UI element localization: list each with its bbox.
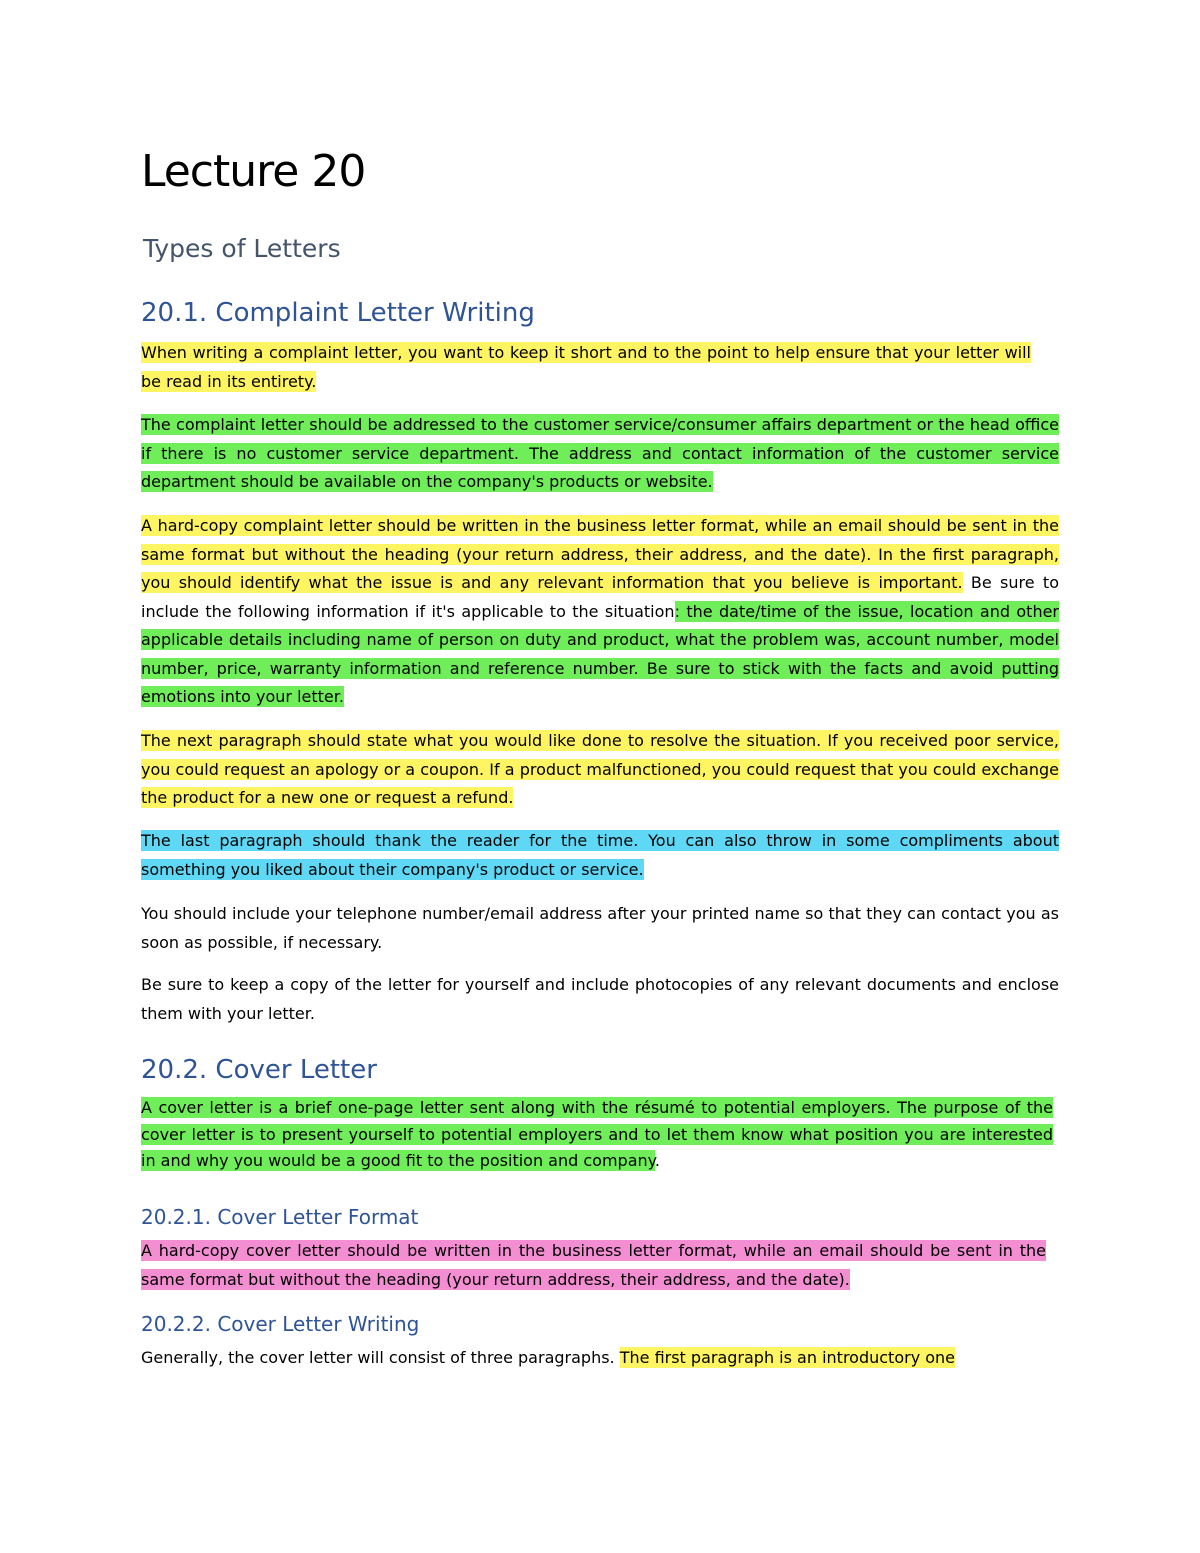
highlight-pink: A hard-copy cover letter should be written in the business letter format, while an email should be sent in the same format but without the heading (your return address, their address, and the date). [141,1241,1046,1289]
paragraph-cover-letter-intro [141,1095,1053,1175]
paragraph-complaint-intro [141,339,1031,396]
document-subtitle: Types of Letters [143,234,341,263]
paragraph-complaint-format [141,512,1059,712]
document-title: Lecture 20 [141,146,366,197]
highlight-yellow: When writing a complaint letter, you want to keep it short and to the point to help ensure that your letter will be read in its entirety. [141,343,1031,391]
highlight-green: : the date/time of the issue, location and other applicable details including name of person on duty and product, what the problem was, account number, model number, price, warranty information and reference number. Be sure to stick with the facts and avoid putting emotions into your letter. [141,601,1060,706]
highlight-yellow: The next paragraph should state what you would like done to resolve the situation. If you received poor service, you could request an apology or a coupon. If a product malfunctioned, you could request that you could exchange the product for a new one or request a refund. [141,731,1059,807]
highlight-yellow: A hard-copy complaint letter should be written in the business letter format, while an email should be sent in the same format but without the heading (your return address, their address, and the date). In the first paragraph, you should identify what the issue is and any relevant information that you believe is important. [141,516,1059,592]
paragraph-cover-letter-format [141,1237,1046,1294]
highlight-green: The complaint letter should be addressed to the customer service/consumer affairs department or the head office if there is no customer service department. The address and contact information of the customer service department should be available on the company's products or website. [141,415,1059,491]
paragraph-text: Generally, the cover letter will consist of three paragraphs. [141,1348,620,1367]
paragraph-text: Be sure to include the following information if it's applicable to the situation [141,573,1059,621]
subsection-heading-cover-letter-format: 20.2.1. Cover Letter Format [141,1205,419,1229]
paragraph-complaint-contact: You should include your telephone number/email address after your printed name so that they can contact you as soon as possible, if necessary. [141,904,1059,952]
paragraph-complaint-resolution [141,727,1059,813]
highlight-green: A cover letter is a brief one-page letter sent along with the résumé to potential employers. The purpose of the cover letter is to present yourself to potential employers and to let them know what position you are interested in and why you would be a good fit to the position and company [141,1098,1053,1170]
subsection-heading-cover-letter-writing: 20.2.2. Cover Letter Writing [141,1312,420,1336]
paragraph-cover-letter-writing [141,1344,1059,1373]
paragraph-text: . [654,1151,660,1170]
paragraph-complaint-addressee [141,411,1059,497]
highlight-yellow: The first paragraph is an introductory one [619,1348,956,1367]
section-heading-cover-letter: 20.2. Cover Letter [141,1055,377,1085]
highlight-cyan: The last paragraph should thank the reader for the time. You can also throw in some compliments about something you liked about their company's product or service. [141,831,1059,879]
paragraph-complaint-copy: Be sure to keep a copy of the letter for yourself and include photocopies of any relevant documents and enclose them with your letter. [141,975,1059,1023]
paragraph-complaint-closing [141,827,1059,884]
section-heading-complaint-letter: 20.1. Complaint Letter Writing [141,298,535,328]
